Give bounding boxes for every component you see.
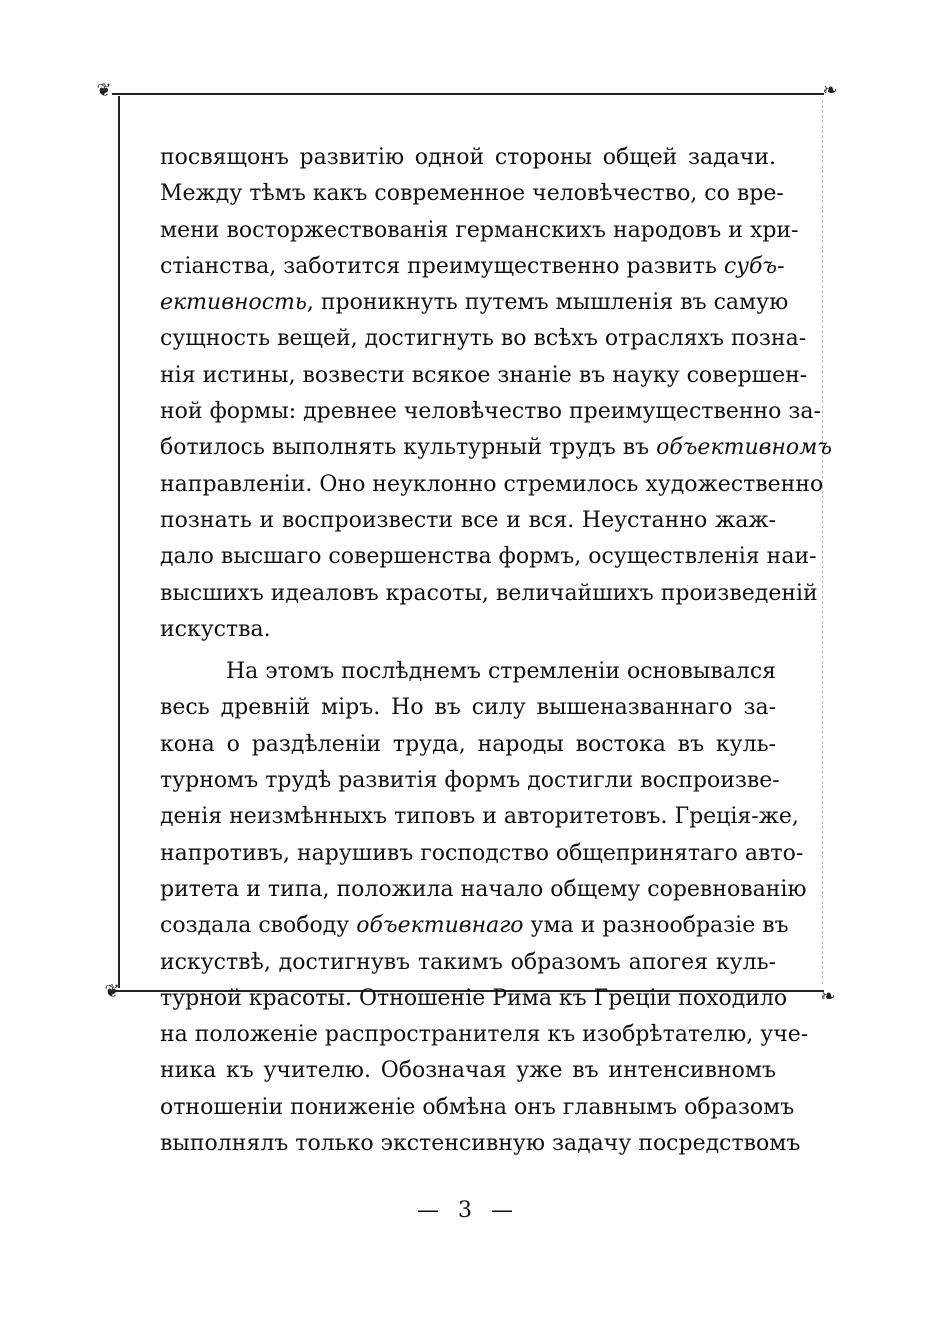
text-line [160, 763, 780, 799]
text-segment: ника къ учителю. Обозначая уже въ интенсивномъ [160, 1058, 776, 1084]
text-segment: ной формы: древнее человѣчество преимущественно за- [160, 399, 821, 425]
text-line [160, 213, 799, 249]
text-segment: ума и разнообразіе въ [523, 913, 789, 939]
text-line [160, 727, 776, 763]
text-segment: дало высшаго совершенства формъ, осуществленія наи- [160, 544, 817, 570]
text-line [160, 690, 776, 726]
text-segment: ритета и типа, положила начало общему соревнованію [160, 876, 807, 902]
ornament-top-left-icon: ❦ [96, 80, 112, 101]
text-line [160, 1017, 809, 1053]
text-line [160, 836, 804, 872]
text-segment: выполнялъ только экстенсивную задачу посредствомъ [160, 1131, 801, 1157]
paragraph-1 [160, 140, 833, 648]
text-line [160, 612, 776, 648]
frame-right-rule [822, 100, 823, 984]
text-line [160, 908, 789, 944]
text-segment: мени восторжествованія германскихъ народовъ и хри- [160, 217, 799, 243]
text-line [160, 981, 788, 1017]
text-line [160, 503, 776, 539]
ornament-bottom-right-icon: ❧ [820, 986, 836, 1007]
text-line [160, 467, 824, 503]
text-segment: , проникнуть путемъ мышленія въ самую [306, 290, 789, 316]
text-segment: денія неизмѣнныхъ типовъ и авторитетовъ. Греція-же, [160, 804, 799, 830]
text-segment: искуства. [160, 616, 271, 642]
text-line [160, 140, 776, 176]
text-segment: познать и воспроизвести все и вся. Неустанно жаж- [160, 507, 776, 533]
text-segment: Между тѣмъ какъ современное человѣчество, со вре- [160, 181, 784, 207]
paragraph-2 [160, 654, 809, 1162]
ornament-top-right-icon: ❧ [822, 80, 838, 101]
text-segment: направленіи. Оно неуклонно стремилось художественно [160, 471, 824, 497]
text-line [160, 799, 799, 835]
text-line [160, 1126, 801, 1162]
text-line [160, 321, 807, 357]
text-line [160, 285, 789, 321]
text-line [160, 176, 784, 212]
italic-text: объективнаго [356, 913, 524, 939]
text-segment: весь древній міръ. Но въ силу вышеназваннаго за- [160, 695, 776, 721]
italic-text: ективность [160, 290, 307, 316]
text-line [160, 430, 833, 466]
text-line [160, 358, 808, 394]
frame-top-rule [112, 93, 824, 95]
text-segment: нія истины, возвести всякое знаніе въ науку совершен- [160, 362, 808, 388]
italic-text: субъ- [723, 253, 785, 279]
text-segment: создала свободу [160, 913, 357, 939]
text-line [160, 945, 776, 981]
text-segment: На этомъ послѣднемъ стремленіи основывался [226, 659, 777, 685]
ornament-bottom-left-icon: ❦ [104, 981, 120, 1002]
text-line [160, 394, 821, 430]
text-segment: искуствѣ, достигнувъ такимъ образомъ апогея куль- [160, 949, 776, 975]
text-segment: турной красоты. Отношеніе Рима къ Греціи походило [160, 985, 788, 1011]
text-segment: посвящонъ развитію одной стороны общей задачи. [160, 145, 776, 170]
italic-text: объективномъ [656, 435, 833, 461]
text-segment: турномъ трудѣ развитія формъ достигли воспроизве- [160, 768, 780, 794]
text-line [160, 249, 785, 285]
frame-left-rule [118, 96, 120, 988]
text-segment: сущность вещей, достигнуть во всѣхъ отрасляхъ позна- [160, 326, 807, 352]
text-segment: отношеніи пониженіе обмѣна онъ главнымъ образомъ [160, 1094, 795, 1120]
text-line [160, 539, 817, 575]
text-line [160, 1053, 776, 1089]
page-number: — 3 — [417, 1198, 519, 1223]
text-segment: напротивъ, нарушивъ господство общепринятаго авто- [160, 840, 804, 866]
text-segment: высшихъ идеаловъ красоты, величайшихъ произведеній [160, 580, 818, 606]
text-segment: кона о раздѣленіи труда, народы востока въ куль- [160, 731, 776, 757]
text-segment: стіанства, заботится преимущественно развить [160, 253, 724, 279]
text-segment: на положеніе распространителя къ изобрѣтателю, уче- [160, 1022, 809, 1048]
text-line [160, 576, 818, 612]
text-segment: ботилось выполнять культурный трудъ въ [160, 435, 657, 461]
text-line [160, 872, 807, 908]
text-line [160, 654, 776, 690]
text-line [160, 1090, 795, 1126]
page-body-text [160, 140, 833, 1162]
